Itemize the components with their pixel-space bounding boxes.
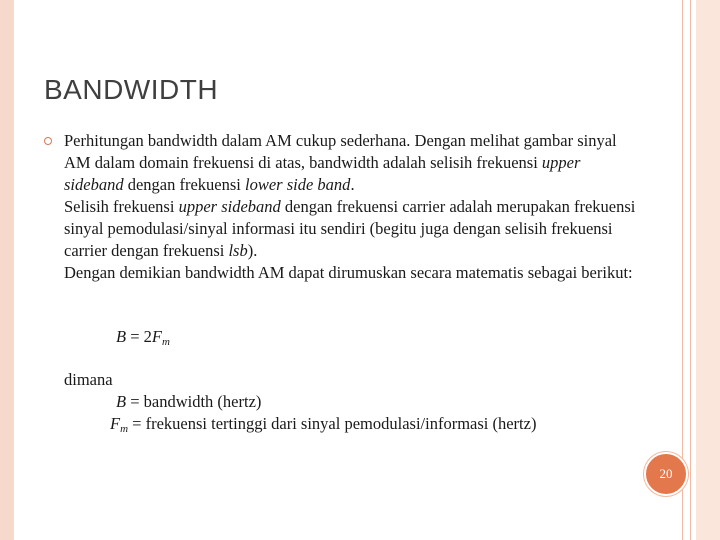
paragraph-sentence-1: Perhitungan bandwidth dalam AM cukup sederhana. Dengan melihat gambar sinyal AM dalam domain frekuensi di atas, bandwidth adalah selisih frekuensi upper sideband dengan frekuensi lower side band. [64, 131, 617, 194]
left-border-decoration [0, 0, 14, 540]
dimana-label: dimana [64, 370, 113, 389]
right-border-decoration [696, 0, 720, 540]
definition-b: B = bandwidth (hertz) [116, 392, 262, 411]
slide-title: BANDWIDTH [44, 74, 219, 105]
paragraph-sentence-3: Dengan demikian bandwidth AM dapat dirumuskan secara matematis sebagai berikut: [64, 263, 633, 282]
body-paragraph [64, 130, 644, 284]
paragraph-sentence-2: Selisih frekuensi upper sideband dengan frekuensi carrier adalah merupakan frekuensi sinyal pemodulasi/sinyal informasi itu sendiri (begitu juga dengan selisih frekuensi carrier dengan frekuensi lsb). [64, 197, 636, 260]
definition-fm: $F_m$ = frekuensi tertinggi dari sinyal pemodulasi/informasi (hertz) [110, 414, 537, 435]
right-border-line [690, 0, 691, 540]
page-number-badge: 20 [644, 452, 688, 496]
bullet-icon [44, 137, 52, 145]
bandwidth-formula: $B = 2F_m$ [116, 327, 170, 348]
